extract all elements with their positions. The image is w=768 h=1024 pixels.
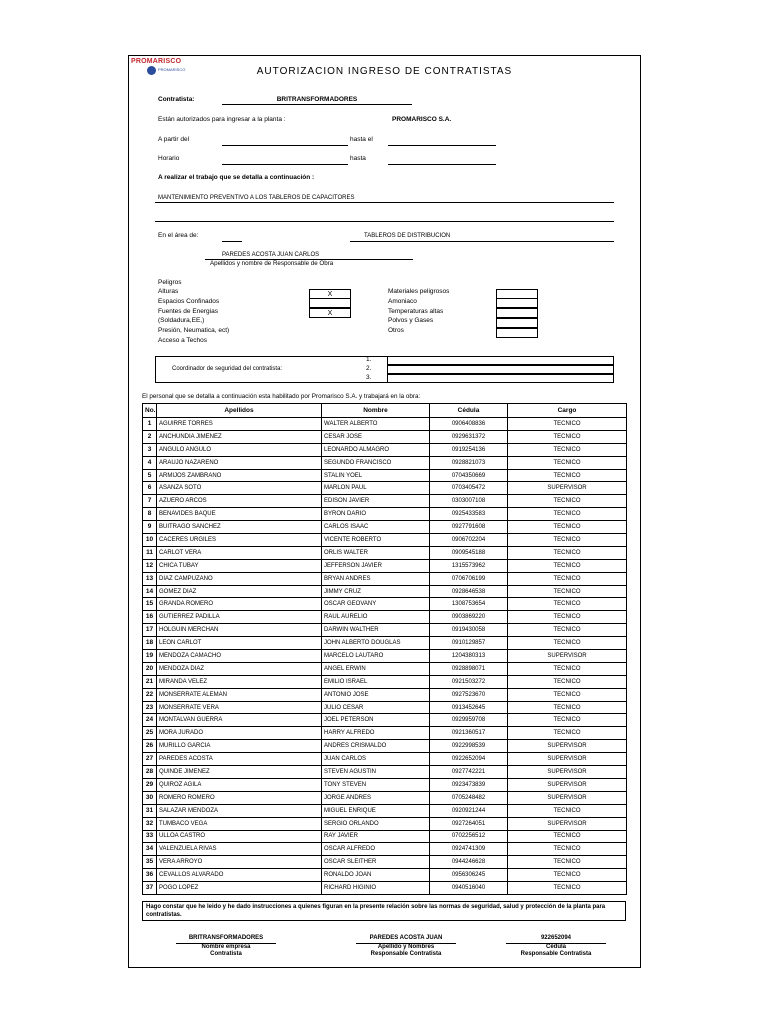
apartir-field[interactable] bbox=[222, 145, 348, 146]
table-row bbox=[143, 662, 627, 675]
row-number: 5 bbox=[143, 469, 157, 482]
row-cargo: TECNICO bbox=[508, 675, 627, 688]
row-nombre: VICENTE ROBERTO bbox=[322, 534, 430, 547]
table-row bbox=[143, 714, 627, 727]
row-cedula: 0704350669 bbox=[430, 469, 508, 482]
row-cedula: 0923473839 bbox=[430, 778, 508, 791]
row-nombre: RICHARD HIGINIO bbox=[322, 882, 430, 895]
row-number: 24 bbox=[143, 714, 157, 727]
table-row bbox=[143, 572, 627, 585]
row-number: 4 bbox=[143, 456, 157, 469]
responsable-value[interactable]: PAREDES ACOSTA JUAN CARLOS bbox=[222, 252, 320, 258]
coordinator-field-3[interactable] bbox=[387, 374, 614, 383]
row-cargo: TECNICO bbox=[508, 882, 627, 895]
row-cedula: 0921360517 bbox=[430, 727, 508, 740]
col-header-cedula: Cédula bbox=[430, 404, 508, 418]
row-number: 6 bbox=[143, 482, 157, 495]
row-number: 34 bbox=[143, 843, 157, 856]
row-apellidos: HOLGUIN MERCHAN bbox=[157, 624, 322, 637]
hazards-title: Peligros bbox=[158, 279, 182, 286]
hazard-right-label: Temperaturas altas bbox=[388, 307, 444, 315]
row-nombre: OSCAR ALFREDO bbox=[322, 843, 430, 856]
row-cedula: 1204380313 bbox=[430, 650, 508, 663]
row-cargo: SUPERVISOR bbox=[508, 650, 627, 663]
row-apellidos: AZUERO ARCOS bbox=[157, 495, 322, 508]
col-header-nombre: Nombre bbox=[322, 404, 430, 418]
row-nombre: JORGE ANDRES bbox=[322, 791, 430, 804]
row-apellidos: GOMEZ DIAZ bbox=[157, 585, 322, 598]
row-apellidos: SALAZAR MENDOZA bbox=[157, 804, 322, 817]
row-apellidos: ARAUJO NAZARENO bbox=[157, 456, 322, 469]
table-row bbox=[143, 688, 627, 701]
row-cedula: 0706706199 bbox=[430, 572, 508, 585]
signature-line-2: Contratista bbox=[210, 951, 242, 957]
coordinator-num-1: 1. bbox=[366, 356, 372, 363]
table-row bbox=[143, 727, 627, 740]
signature-line-1: Nombre empresa bbox=[201, 943, 251, 950]
hazard-right-checkbox[interactable] bbox=[496, 289, 538, 299]
col-header-cargo: Cargo bbox=[508, 404, 627, 418]
trabajo-line-2 bbox=[155, 221, 614, 222]
row-apellidos: BUITRAGO SANCHEZ bbox=[157, 521, 322, 534]
row-apellidos: GRANDA ROMERO bbox=[157, 598, 322, 611]
row-nombre: MARLON PAUL bbox=[322, 482, 430, 495]
row-cargo: TECNICO bbox=[508, 418, 627, 431]
row-cedula: 0927523670 bbox=[430, 688, 508, 701]
hasta-el-label: hasta el bbox=[350, 136, 373, 143]
row-nombre: MIGUEL ENRIQUE bbox=[322, 804, 430, 817]
row-apellidos: MONSERRATE VERA bbox=[157, 701, 322, 714]
row-apellidos: MONSERRATE ALEMAN bbox=[157, 688, 322, 701]
table-row bbox=[143, 546, 627, 559]
row-cedula: 0906702204 bbox=[430, 534, 508, 547]
table-row bbox=[143, 650, 627, 663]
personnel-intro: El personal que se detalla a continuación esta habilitado por Promarisco S.A. y trabajará en la obra: bbox=[142, 393, 421, 400]
hazard-right-label: Materiales peligrosos bbox=[388, 288, 450, 295]
row-cedula: 0925433583 bbox=[430, 508, 508, 521]
table-row bbox=[143, 559, 627, 572]
table-row bbox=[143, 791, 627, 804]
row-number: 35 bbox=[143, 856, 157, 869]
row-nombre: SEGUNDO FRANCISCO bbox=[322, 456, 430, 469]
row-cedula: 0944246628 bbox=[430, 856, 508, 869]
row-number: 18 bbox=[143, 637, 157, 650]
row-nombre: EDISON JAVIER bbox=[322, 495, 430, 508]
row-cedula: 0956306245 bbox=[430, 869, 508, 882]
row-cedula: 0928898071 bbox=[430, 662, 508, 675]
signature-line-1: Apellido y Nombres bbox=[377, 943, 435, 950]
row-number: 32 bbox=[143, 817, 157, 830]
row-cedula: 0919254136 bbox=[430, 443, 508, 456]
brand-logo-subtext: PROMARISCO bbox=[158, 67, 186, 72]
row-nombre: JEFFERSON JAVIER bbox=[322, 559, 430, 572]
row-number: 15 bbox=[143, 598, 157, 611]
table-row bbox=[143, 856, 627, 869]
row-nombre: JIMMY CRUZ bbox=[322, 585, 430, 598]
table-row bbox=[143, 521, 627, 534]
row-nombre: BRYAN ANDRES bbox=[322, 572, 430, 585]
row-apellidos: ARMIJOS ZAMBRANO bbox=[157, 469, 322, 482]
signature-line-1: Cédula bbox=[545, 943, 566, 950]
row-cedula: 0929631372 bbox=[430, 430, 508, 443]
row-number: 25 bbox=[143, 727, 157, 740]
row-apellidos: MENDOZA DIAZ bbox=[157, 662, 322, 675]
row-nombre: ANTONIO JOSE bbox=[322, 688, 430, 701]
row-cargo: TECNICO bbox=[508, 443, 627, 456]
contratista-value[interactable]: BRITRANSFORMADORES bbox=[276, 96, 358, 103]
hasta-label: hasta bbox=[350, 155, 366, 162]
row-apellidos: MORA JURADO bbox=[157, 727, 322, 740]
area-value[interactable]: TABLEROS DE DISTRIBUCION bbox=[364, 233, 451, 239]
row-nombre: JUAN CARLOS bbox=[322, 753, 430, 766]
row-number: 14 bbox=[143, 585, 157, 598]
row-cargo: SUPERVISOR bbox=[508, 482, 627, 495]
table-row bbox=[143, 817, 627, 830]
row-cedula: 0922998539 bbox=[430, 740, 508, 753]
row-cedula: 0910129857 bbox=[430, 637, 508, 650]
table-row bbox=[143, 585, 627, 598]
table-row bbox=[143, 598, 627, 611]
col-header-no: No. bbox=[143, 404, 157, 418]
hazard-left-label: (Soldadura,EE,) bbox=[158, 317, 205, 325]
table-row bbox=[143, 804, 627, 817]
col-header-apellidos: Apellidos bbox=[157, 404, 322, 418]
row-number: 1 bbox=[143, 418, 157, 431]
row-nombre: JULIO CESAR bbox=[322, 701, 430, 714]
row-cedula: 0928646538 bbox=[430, 585, 508, 598]
row-cedula: 1308753654 bbox=[430, 598, 508, 611]
row-cedula: 0927264051 bbox=[430, 817, 508, 830]
row-cedula: 0703405472 bbox=[430, 482, 508, 495]
row-cargo: TECNICO bbox=[508, 611, 627, 624]
brand-logo-text: PROMARISCO bbox=[131, 58, 182, 65]
row-apellidos: TUMBACO VEGA bbox=[157, 817, 322, 830]
trabajo-value[interactable]: MANTENIMIENTO PREVENTIVO A LOS TABLEROS DE CAPACITORES bbox=[158, 195, 355, 201]
row-cargo: SUPERVISOR bbox=[508, 778, 627, 791]
row-number: 31 bbox=[143, 804, 157, 817]
row-cargo: TECNICO bbox=[508, 495, 627, 508]
hazard-left-label: Fuentes de Energias bbox=[158, 307, 218, 315]
row-number: 33 bbox=[143, 830, 157, 843]
row-number: 21 bbox=[143, 675, 157, 688]
table-row bbox=[143, 869, 627, 882]
row-nombre: RAUL AURELIO bbox=[322, 611, 430, 624]
row-nombre: STEVEN AGUSTIN bbox=[322, 766, 430, 779]
row-cargo: TECNICO bbox=[508, 456, 627, 469]
row-cedula: 0928821073 bbox=[430, 456, 508, 469]
table-row bbox=[143, 637, 627, 650]
row-number: 2 bbox=[143, 430, 157, 443]
declaration-text: Hago constar que he leido y he dado instrucciones a quienes figuran en la presente relación sobre las normas de seguridad, salud y protección de la planta para contratistas. bbox=[142, 901, 626, 921]
row-nombre: JOEL PETERSON bbox=[322, 714, 430, 727]
row-cargo: TECNICO bbox=[508, 508, 627, 521]
table-row bbox=[143, 611, 627, 624]
hazard-right-label: Otros bbox=[388, 327, 404, 335]
hazard-right-checkbox[interactable] bbox=[496, 308, 538, 318]
row-number: 23 bbox=[143, 701, 157, 714]
row-cedula: 0924741309 bbox=[430, 843, 508, 856]
row-cargo: SUPERVISOR bbox=[508, 791, 627, 804]
row-apellidos: VALENZUELA RIVAS bbox=[157, 843, 322, 856]
hazard-left-checkbox[interactable]: X bbox=[309, 289, 351, 299]
apartir-label: A partir del bbox=[158, 136, 190, 143]
table-row bbox=[143, 882, 627, 895]
row-nombre: CESAR JOSE bbox=[322, 430, 430, 443]
table-row bbox=[143, 430, 627, 443]
row-apellidos: DIAZ CAMPUZANO bbox=[157, 572, 322, 585]
row-cargo: TECNICO bbox=[508, 714, 627, 727]
table-row bbox=[143, 508, 627, 521]
row-apellidos: PAREDES ACOSTA bbox=[157, 753, 322, 766]
row-number: 37 bbox=[143, 882, 157, 895]
row-nombre: RONALDO JOAN bbox=[322, 869, 430, 882]
row-cedula: 0909545188 bbox=[430, 546, 508, 559]
hazard-left-label: Alturas bbox=[158, 288, 179, 295]
row-cargo: TECNICO bbox=[508, 869, 627, 882]
row-nombre: TONY STEVEN bbox=[322, 778, 430, 791]
row-nombre: LEONARDO ALMAGRO bbox=[322, 443, 430, 456]
row-cargo: TECNICO bbox=[508, 598, 627, 611]
row-number: 9 bbox=[143, 521, 157, 534]
coordinator-num-2: 2. bbox=[366, 365, 372, 372]
row-cedula: 0702256512 bbox=[430, 830, 508, 843]
personnel-table bbox=[142, 403, 627, 895]
row-number: 19 bbox=[143, 650, 157, 663]
row-apellidos: CHICA TUBAY bbox=[157, 559, 322, 572]
autorizados-label: Están autorizados para ingresar a la planta : bbox=[158, 116, 286, 123]
row-nombre: BYRON DARIO bbox=[322, 508, 430, 521]
row-cargo: TECNICO bbox=[508, 804, 627, 817]
row-nombre: JOHN ALBERTO DOUGLAS bbox=[322, 637, 430, 650]
row-apellidos: CEVALLOS ALVARADO bbox=[157, 869, 322, 882]
row-number: 28 bbox=[143, 766, 157, 779]
horario-field[interactable] bbox=[222, 164, 348, 165]
row-number: 26 bbox=[143, 740, 157, 753]
page-title: AUTORIZACION INGRESO DE CONTRATISTAS bbox=[256, 66, 513, 77]
row-cargo: TECNICO bbox=[508, 701, 627, 714]
row-cargo: TECNICO bbox=[508, 572, 627, 585]
row-apellidos: ANCHUNDIA JIMENEZ bbox=[157, 430, 322, 443]
autorizados-value[interactable]: PROMARISCO S.A. bbox=[392, 116, 452, 123]
signature-2 bbox=[356, 935, 456, 959]
row-nombre: ANDRES CRISMALDO bbox=[322, 740, 430, 753]
row-cedula: 0906408836 bbox=[430, 418, 508, 431]
row-cedula: 0921503272 bbox=[430, 675, 508, 688]
row-apellidos: VERA ARROYO bbox=[157, 856, 322, 869]
hazard-left-label: Presión, Neumatica, ect) bbox=[158, 327, 230, 335]
row-cedula: 0940516040 bbox=[430, 882, 508, 895]
row-nombre: ORLIS WALTER bbox=[322, 546, 430, 559]
row-apellidos: ASANZA SOTO bbox=[157, 482, 322, 495]
signature-value[interactable]: 922652094 bbox=[506, 935, 606, 944]
row-cargo: TECNICO bbox=[508, 585, 627, 598]
row-cargo: TECNICO bbox=[508, 534, 627, 547]
row-nombre: STALIN YOEL bbox=[322, 469, 430, 482]
row-apellidos: POGO LOPEZ bbox=[157, 882, 322, 895]
row-cedula: 0920921244 bbox=[430, 804, 508, 817]
table-row bbox=[143, 482, 627, 495]
row-apellidos: MONTALVAN GUERRA bbox=[157, 714, 322, 727]
row-apellidos: ANGULO ANGULO bbox=[157, 443, 322, 456]
responsable-label: Apellidos y nombre de Responsable de Obra bbox=[210, 260, 334, 267]
row-cargo: TECNICO bbox=[508, 521, 627, 534]
row-cedula: 1315573962 bbox=[430, 559, 508, 572]
row-apellidos: ROMERO ROMERO bbox=[157, 791, 322, 804]
signature-line-2: Responsable Contratista bbox=[520, 951, 592, 957]
table-row bbox=[143, 830, 627, 843]
area-label: En el área de: bbox=[158, 232, 199, 239]
row-apellidos: BENAVIDES BAQUE bbox=[157, 508, 322, 521]
hazard-right-label: Amoniaco bbox=[388, 297, 417, 305]
signature-line-2: Responsable Contratista bbox=[370, 951, 442, 957]
row-nombre: DARWIN WALTHER bbox=[322, 624, 430, 637]
row-number: 20 bbox=[143, 662, 157, 675]
coordinator-num-3: 3. bbox=[366, 374, 372, 381]
hazard-right-label: Polvos y Gases bbox=[388, 317, 434, 325]
hasta-field[interactable] bbox=[388, 164, 496, 165]
hazard-left-label: Acceso a Techos bbox=[158, 337, 208, 344]
row-cargo: TECNICO bbox=[508, 830, 627, 843]
area-line-left bbox=[222, 241, 242, 242]
contratista-label: Contratista: bbox=[158, 96, 195, 103]
row-cedula: 0929959708 bbox=[430, 714, 508, 727]
row-number: 36 bbox=[143, 869, 157, 882]
row-number: 30 bbox=[143, 791, 157, 804]
contratista-underline bbox=[222, 104, 412, 105]
row-nombre: RAY JAVIER bbox=[322, 830, 430, 843]
personnel-header-row bbox=[143, 404, 627, 418]
table-row bbox=[143, 843, 627, 856]
row-cargo: TECNICO bbox=[508, 637, 627, 650]
row-number: 16 bbox=[143, 611, 157, 624]
coordinator-field-1[interactable] bbox=[387, 356, 614, 365]
coordinator-field-2[interactable] bbox=[387, 365, 614, 374]
table-row bbox=[143, 753, 627, 766]
row-cargo: TECNICO bbox=[508, 546, 627, 559]
row-cedula: 0913452645 bbox=[430, 701, 508, 714]
row-apellidos: CACERES URGILES bbox=[157, 534, 322, 547]
row-cargo: SUPERVISOR bbox=[508, 740, 627, 753]
table-row bbox=[143, 740, 627, 753]
trabajo-line-1 bbox=[155, 202, 614, 203]
row-apellidos: GUTIERREZ PADILLA bbox=[157, 611, 322, 624]
row-cargo: SUPERVISOR bbox=[508, 817, 627, 830]
signature-value[interactable]: BRITRANSFORMADORES bbox=[176, 935, 276, 944]
table-row bbox=[143, 534, 627, 547]
row-number: 8 bbox=[143, 508, 157, 521]
row-cargo: TECNICO bbox=[508, 430, 627, 443]
row-cargo: TECNICO bbox=[508, 662, 627, 675]
row-nombre: CARLOS ISAAC bbox=[322, 521, 430, 534]
row-cedula: 0919430058 bbox=[430, 624, 508, 637]
hazard-right-checkbox[interactable] bbox=[496, 298, 538, 308]
row-cargo: TECNICO bbox=[508, 559, 627, 572]
row-number: 3 bbox=[143, 443, 157, 456]
row-nombre: OSCAR GEOVANY bbox=[322, 598, 430, 611]
row-cargo: TECNICO bbox=[508, 688, 627, 701]
row-cedula: 0705248482 bbox=[430, 791, 508, 804]
hazard-left-checkbox[interactable]: X bbox=[309, 308, 351, 318]
row-number: 22 bbox=[143, 688, 157, 701]
row-number: 29 bbox=[143, 778, 157, 791]
row-number: 10 bbox=[143, 534, 157, 547]
row-number: 13 bbox=[143, 572, 157, 585]
row-number: 27 bbox=[143, 753, 157, 766]
row-cedula: 0927791608 bbox=[430, 521, 508, 534]
row-nombre: OSCAR SLEITHER bbox=[322, 856, 430, 869]
trabajo-label: A realizar el trabajo que se detalla a continuación : bbox=[158, 174, 315, 181]
table-row bbox=[143, 701, 627, 714]
signature-value[interactable]: PAREDES ACOSTA JUAN bbox=[356, 935, 456, 944]
row-apellidos: MURILLO GARCIA bbox=[157, 740, 322, 753]
table-row bbox=[143, 778, 627, 791]
signature-3 bbox=[506, 935, 606, 959]
row-apellidos: MENDOZA CAMACHO bbox=[157, 650, 322, 663]
signature-1 bbox=[176, 935, 276, 959]
row-cargo: TECNICO bbox=[508, 624, 627, 637]
row-apellidos: QUINDE JIMENEZ bbox=[157, 766, 322, 779]
horario-label: Horario bbox=[158, 155, 180, 162]
row-cargo: TECNICO bbox=[508, 469, 627, 482]
row-cedula: 0927742221 bbox=[430, 766, 508, 779]
row-cargo: SUPERVISOR bbox=[508, 766, 627, 779]
hazard-right-checkbox[interactable] bbox=[496, 328, 538, 338]
table-row bbox=[143, 456, 627, 469]
hazard-right-checkbox[interactable] bbox=[496, 318, 538, 328]
row-cedula: 0303007108 bbox=[430, 495, 508, 508]
row-apellidos: QUIROZ AGILA bbox=[157, 778, 322, 791]
hazard-left-checkbox[interactable] bbox=[309, 298, 351, 308]
row-apellidos: ULLOA CASTRO bbox=[157, 830, 322, 843]
row-apellidos: AGUIRRE TORRES bbox=[157, 418, 322, 431]
area-underline bbox=[350, 241, 614, 242]
table-row bbox=[143, 675, 627, 688]
table-row bbox=[143, 624, 627, 637]
row-nombre: SERGIO ORLANDO bbox=[322, 817, 430, 830]
row-cargo: TECNICO bbox=[508, 727, 627, 740]
table-row bbox=[143, 443, 627, 456]
row-number: 7 bbox=[143, 495, 157, 508]
row-cedula: 0903869220 bbox=[430, 611, 508, 624]
table-row bbox=[143, 418, 627, 431]
row-cargo: TECNICO bbox=[508, 843, 627, 856]
hazard-left-label: Espacios Confinados bbox=[158, 297, 220, 305]
row-apellidos: CARLOT VERA bbox=[157, 546, 322, 559]
table-row bbox=[143, 469, 627, 482]
row-nombre: HARRY ALFREDO bbox=[322, 727, 430, 740]
row-apellidos: LEON CARLOT bbox=[157, 637, 322, 650]
coordinator-label: Coordinador de seguridad del contratista: bbox=[172, 366, 283, 372]
row-number: 17 bbox=[143, 624, 157, 637]
row-apellidos: MIRANDA VELEZ bbox=[157, 675, 322, 688]
row-number: 11 bbox=[143, 546, 157, 559]
row-number: 12 bbox=[143, 559, 157, 572]
row-cargo: SUPERVISOR bbox=[508, 753, 627, 766]
row-nombre: ANGEL ERWIN bbox=[322, 662, 430, 675]
row-nombre: MARCELO LAUTARO bbox=[322, 650, 430, 663]
table-row bbox=[143, 766, 627, 779]
row-nombre: EMILIO ISRAEL bbox=[322, 675, 430, 688]
table-row bbox=[143, 495, 627, 508]
row-cargo: TECNICO bbox=[508, 856, 627, 869]
row-cedula: 0922652094 bbox=[430, 753, 508, 766]
hasta-el-field[interactable] bbox=[388, 145, 496, 146]
row-nombre: WALTER ALBERTO bbox=[322, 418, 430, 431]
